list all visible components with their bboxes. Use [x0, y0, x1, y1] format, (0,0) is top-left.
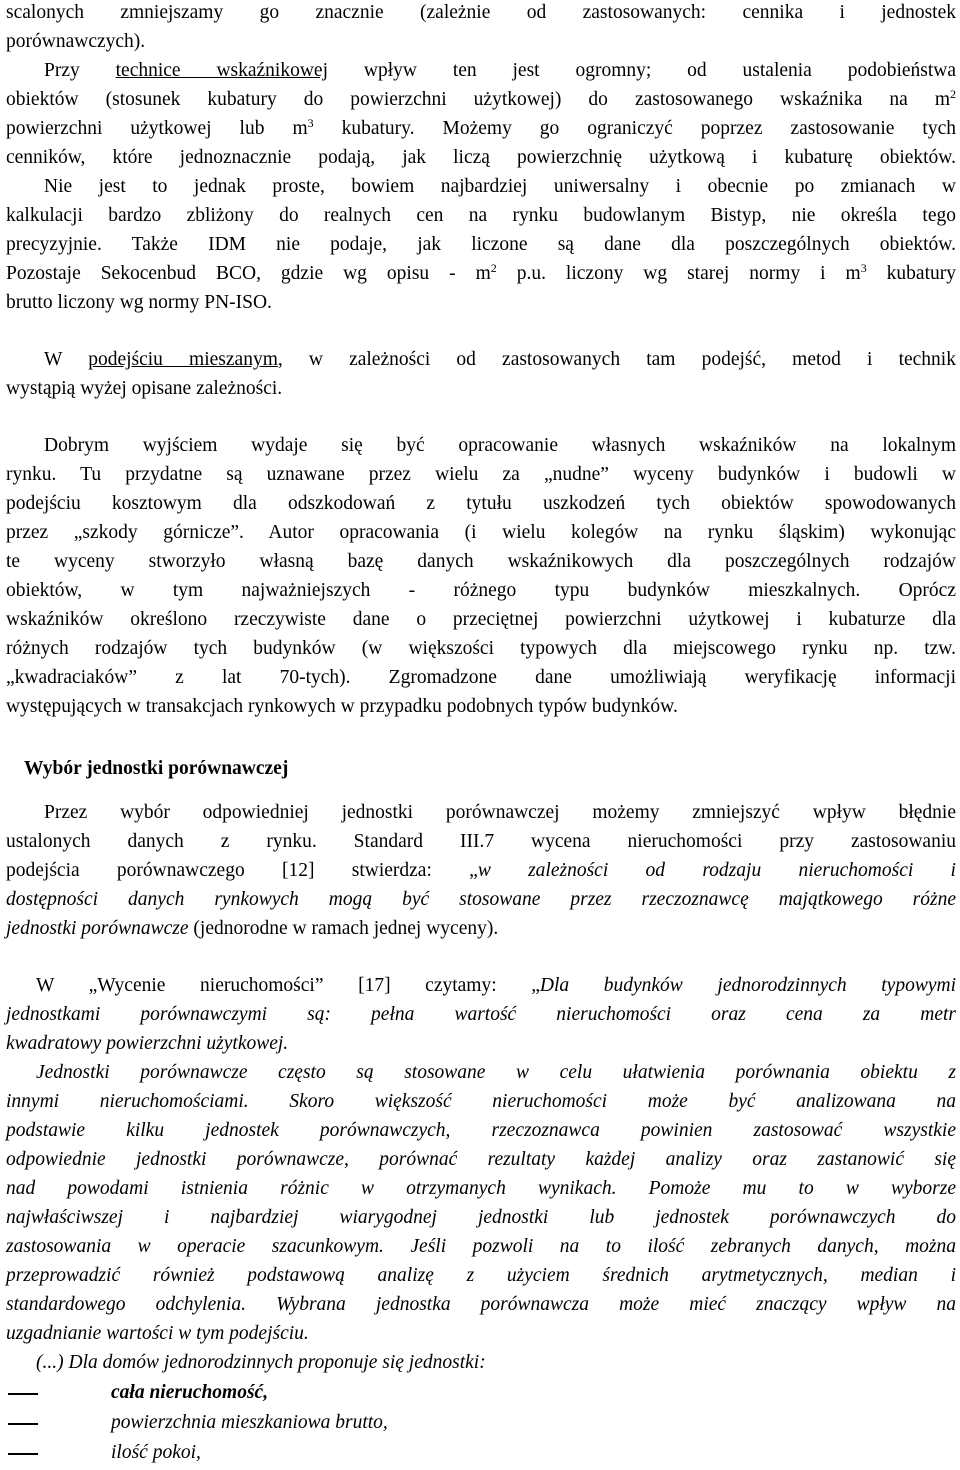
text-line: cenników, które jednoznacznie podają, jak liczą powierzchnię użytkową i kubaturę obiektów. — [6, 147, 956, 168]
text-line: scalonych zmniejszamy go znacznie (zależnie od zastosowanych: cennika i jednostek — [6, 2, 956, 23]
text-line: ustalonych danych z rynku. Standard III.7 wycena nieruchomości przy zastosowaniu — [6, 831, 956, 852]
text-line: W podejściu mieszanym, w zależności od zastosowanych tam podejść, metod i technik — [44, 349, 956, 370]
text-line: Jednostki porównawcze często są stosowane w celu ułatwienia porównania obiektu z — [36, 1062, 956, 1083]
text-line: zastosowania w operacie szacunkowym. Jeśli pozwoli na to ilość zebranych danych, można — [6, 1236, 956, 1257]
text-line: podejścia porównawczego [12] stwierdza: „w zależności od rodzaju nieruchomości i — [6, 860, 956, 881]
text-line: obiektów (stosunek kubatury do powierzchni użytkowej) do zastosowanego wskaźnika na $m^2$ — [6, 87, 956, 110]
text-line: jednostkami porównawczymi są: pełna wartość nieruchomości oraz cena za metr — [6, 1004, 956, 1025]
text-line: porównawczych). — [6, 31, 146, 52]
text-line: „kwadraciaków” z lat 70-tych). Zgromadzone dane umożliwiają weryfikację informacji — [6, 667, 956, 688]
text-line: podstawie kilku jednostek porównawczych, rzeczoznawca powinien zastosować wszystkie — [6, 1120, 956, 1141]
text-line: wystąpią wyżej opisane zależności. — [6, 378, 283, 399]
text-line: wskaźników określono rzeczywiste dane o przeciętnej powierzchni użytkowej i kubaturze dla — [6, 609, 956, 630]
text-line: przez „szkody górnicze”. Autor opracowania (i wielu kolegów na rynku śląskim) wykonując — [6, 522, 956, 543]
list-item: powierzchnia mieszkaniowa brutto, — [6, 1408, 956, 1438]
text-line: występujących w transakcjach rynkowych w przypadku podobnych typów budynków. — [6, 696, 678, 717]
text-line: Nie jest to jednak proste, bowiem najbardziej uniwersalny i obecnie po zmianach w — [44, 176, 956, 197]
text-line: innymi nieruchomościami. Skoro większość nieruchomości może być analizowana na — [6, 1091, 956, 1112]
text-line: Przy technice wskaźnikowej wpływ ten jest ogromny; od ustalenia podobieństwa — [44, 60, 957, 81]
text-line: odpowiednie jednostki porównawcze, porównać rezultaty każdej analizy oraz zastanowić się — [6, 1149, 956, 1170]
text-line: nad powodami istnienia różnic w otrzymanych wynikach. Pomoże mu to w wyborze — [6, 1178, 956, 1199]
underlined-term: podejściu mieszanym — [88, 349, 278, 370]
dash-bullet-icon — [6, 1378, 34, 1408]
dash-bullet-icon — [6, 1438, 34, 1468]
text-line: kwadratowy powierzchni użytkowej. — [6, 1033, 289, 1054]
text-line: uzgadnianie wartości w tym podejściu. — [6, 1323, 309, 1344]
text-line: obiektów, w tym najważniejszych - różnego typu budynków mieszkalnych. Oprócz — [6, 580, 956, 601]
text-line: brutto liczony wg normy PN-ISO. — [6, 292, 272, 313]
text-line: najwłaściwszej i najbardziej wiarygodnej jednostki lub jednostek porównawczych do — [6, 1207, 956, 1228]
text-line: standardowego odchylenia. Wybrana jednostka porównawcza może mieć znaczący wpływ na — [6, 1294, 956, 1315]
text-line: przeprowadzić również podstawową analizę z użyciem średnich arytmetycznych, median i — [6, 1265, 956, 1286]
text-line: rynku. Tu przydatne są uznawane przez wielu za „nudne” wyceny budynków i budowli w — [6, 464, 956, 485]
section-heading: Wybór jednostki porównawczej — [24, 758, 289, 779]
text-line: podejściu kosztowym dla odszkodowań z tytułu uszkodzeń tych obiektów spowodowanych — [6, 493, 956, 514]
dash-bullet-icon — [6, 1408, 34, 1438]
text-line: W „Wycenie nieruchomości” [17] czytamy: „Dla budynków jednorodzinnych typowymi — [36, 975, 956, 996]
text-line: jednostki porównawcze (jednorodne w ramach jednej wyceny). — [6, 918, 499, 939]
text-line: Dobrym wyjściem wydaje się być opracowanie własnych wskaźników na lokalnym — [44, 435, 956, 456]
text-line: różnych rodzajów tych budynków (w większości typowych dla miejscowego rynku np. tzw. — [6, 638, 956, 659]
list-item: ilość pokoi, — [6, 1438, 956, 1468]
underlined-term: technice wskaźnikowej — [115, 60, 329, 81]
text-line: precyzyjnie. Także IDM nie podaje, jak liczone są dane dla poszczególnych obiektów. — [6, 234, 956, 255]
text-line: Pozostaje Sekocenbud BCO, gdzie wg opisu - $m^2$ p.u. liczony wg starej normy i $m^3$ kubatury — [6, 261, 956, 284]
list-item: cała nieruchomość, — [6, 1378, 956, 1408]
text-line: te wyceny stworzyło własną bazę danych wskaźnikowych dla poszczególnych rodzajów — [6, 551, 956, 572]
text-line: dostępności danych rynkowych mogą być stosowane przez rzeczoznawcę majątkowego różne — [6, 889, 956, 910]
text-line: powierzchni użytkowej lub $m^3$ kubatury. Możemy go ograniczyć poprzez zastosowanie tych — [6, 116, 956, 139]
text-line: Przez wybór odpowiedniej jednostki porównawczej możemy zmniejszyć wpływ błędnie — [44, 802, 956, 823]
text-line: (...) Dla domów jednorodzinnych proponuje się jednostki: — [36, 1352, 486, 1373]
text-line: kalkulacji bardzo zbliżony do realnych cen na rynku budowlanym Bistyp, nie określa tego — [6, 205, 956, 226]
